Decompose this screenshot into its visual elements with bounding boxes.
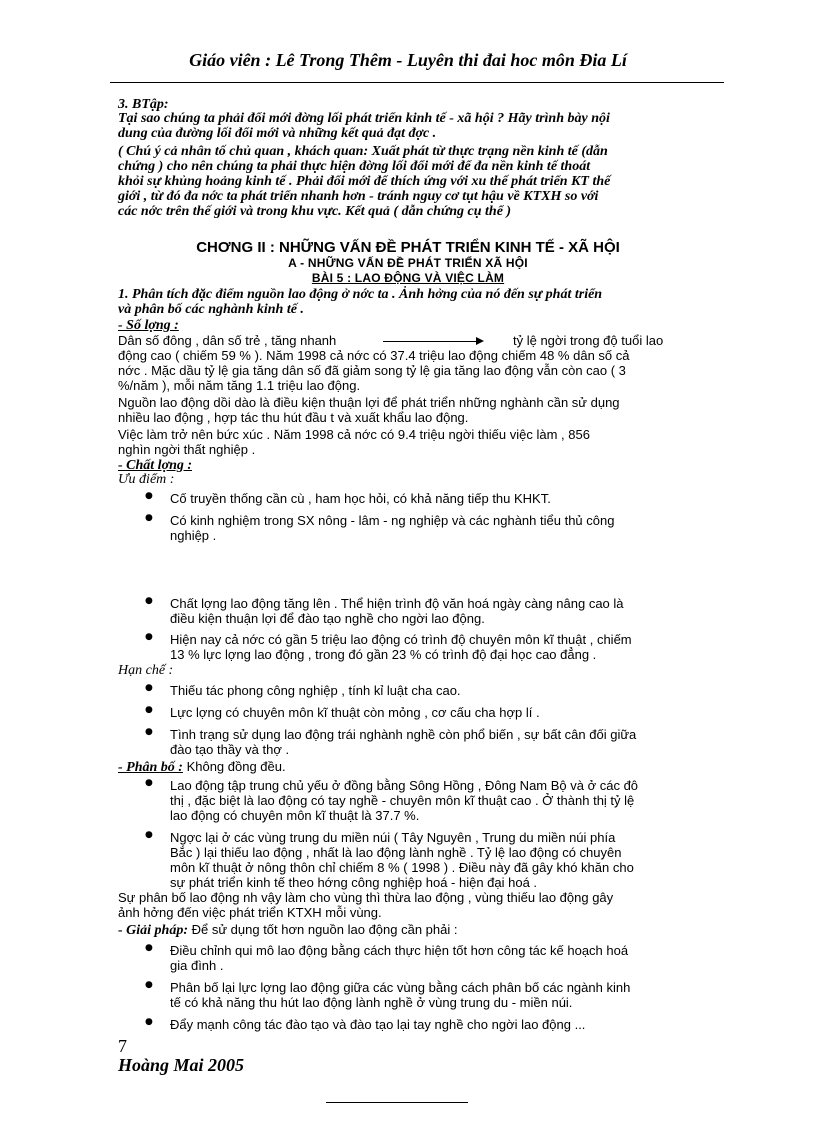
strength-item: nghiệp . [170, 528, 217, 543]
distribution-item: môn kĩ thuật ở nông thôn chỉ chiếm 8 % ( 1998 ) . Điều này đã gây khó khăn cho [170, 860, 634, 875]
strength-item: Cố truyền thống cần cù , ham học hỏi, có khả năng tiếp thu KHKT. [170, 491, 551, 506]
bullet-icon: ● [145, 683, 153, 693]
q1-line: 1. Phân tích đặc điểm nguồn lao động ở nớc ta . Ảnh hởng của nó đến sự phát triển [118, 287, 603, 302]
bullet-icon: ● [145, 1017, 153, 1027]
strength-item: Có kinh nghiệm trong SX nông - lâm - ng nghiệp và các nghành tiểu thủ công [170, 513, 615, 528]
bullet-icon: ● [145, 778, 153, 788]
bullet-icon: ● [145, 727, 153, 737]
limits-label: Hạn chế : [118, 663, 174, 678]
solutions-intro: Để sử dụng tốt hơn nguồn lao động cần phải : [188, 922, 458, 937]
solution-item: Đẩy mạnh công tác đào tạo và đào tạo lại tay nghề cho ngời lao động ... [170, 1017, 586, 1032]
exercise-hint-line: giới , từ đó đa nớc ta phát triển nhanh hơn - tránh nguy cơ tụt hậu về KTXH so với [118, 189, 599, 204]
bullet-icon: ● [145, 632, 153, 642]
solution-item: tế có khả năng thu hút lao động lành nghề ở vùng trung du - miền núi. [170, 995, 573, 1010]
quantity-line: nhiều lao động , hợp tác thu hút đầu t và xuất khẩu lao động. [118, 410, 469, 425]
bullet-icon: ● [145, 980, 153, 990]
lesson-title: BÀI 5 : LAO ĐỘNG VÀ VIỆC LÀM [311, 271, 505, 285]
strength-item: Chất lợng lao động tăng lên . Thể hiện trình độ văn hoá ngày càng nâng cao là [170, 596, 624, 611]
exercise-hint-line: ( Chú ý cả nhân tố chủ quan , khách quan: Xuất phát từ thực trạng nền kinh tế (dẫn [118, 144, 608, 159]
quantity-line: tỷ lệ ngời trong độ tuổi lao [513, 333, 664, 348]
exercise-question-line: Tại sao chúng ta phải đổi mới đờng lối phát triển kinh tế - xã hội ? Hãy trình bày nội [118, 111, 610, 126]
exercise-hint-line: chứng ) cho nên chúng ta phải thực hiện đờng lối đổi mới để đa nền kinh tế thoát [118, 159, 591, 174]
strength-item: điều kiện thuận lợi để đào tạo nghề cho ngời lao động. [170, 611, 485, 626]
bullet-icon: ● [145, 705, 153, 715]
distribution-conclusion: ảnh hởng đến việc phát triển KTXH mỗi vùng. [118, 905, 382, 920]
distribution-conclusion: Sự phân bố lao động nh vậy làm cho vùng thì thừa lao động , vùng thiếu lao động gây [118, 890, 614, 905]
distribution-item: thị , đặc biệt là lao động có tay nghề - chuyên môn kĩ thuật cao . Ở thành thị tỷ lệ [170, 793, 635, 808]
solution-item: Phân bố lại lực lợng lao động giữa các vùng bằng cách phân bố các ngành kinh [170, 980, 631, 995]
distribution-label: - Phân bố : [118, 760, 183, 775]
bullet-icon: ● [145, 830, 153, 840]
solutions-heading [118, 921, 457, 939]
arrow-line [383, 341, 477, 342]
exercise-heading: 3. BTập: [118, 97, 169, 112]
q1-line: và phân bố các nghành kinh tế . [118, 302, 304, 317]
exercise-hint-line: khỏi sự khủng hoảng kinh tế . Phải đổi mới để thích ứng với xu thế phát triển KT thế [118, 174, 611, 189]
quantity-label: - Số lợng : [118, 318, 179, 333]
bullet-icon: ● [145, 513, 153, 523]
quality-label: - Chất lợng : [118, 458, 193, 473]
solutions-label: - Giải pháp: [118, 923, 188, 938]
chapter-title: CHƠNG II : NHỮNG VẤN ĐỀ PHÁT TRIỂN KINH TẾ - XÃ HỘI [196, 239, 620, 256]
strength-item: 13 % lực lợng lao động , trong đó gần 23 % có trình độ đại học cao đẳng . [170, 647, 597, 662]
quantity-line: Dân số đông , dân số trẻ , tăng nhanh [118, 333, 337, 348]
footer-rule [326, 1102, 468, 1103]
distribution-item: Bắc ) lại thiếu lao động , nhất là lao động lành nghề . Tỷ lệ lao động có chuyên [170, 845, 622, 860]
bullet-icon: ● [145, 943, 153, 953]
quantity-line: nớc . Mặc dầu tỷ lệ gia tăng dân số đã giảm song tỷ lệ gia tăng lao động vẫn còn cao ( 3 [118, 363, 626, 378]
exercise-hint-line: các nớc trên thế giới và trong khu vực. Kết quả ( dẫn chứng cụ thể ) [118, 204, 512, 219]
limit-item: Thiếu tác phong công nghiệp , tính kỉ luật cha cao. [170, 683, 461, 698]
quantity-line: động cao ( chiếm 59 % ). Năm 1998 cả nớc có 37.4 triệu lao động chiếm 48 % dân số cả [118, 348, 630, 363]
exercise-question-line: dung của đường lối đổi mới và những kết quả đạt đợc . [118, 126, 437, 141]
chapter-part-title: A - NHỮNG VẤN ĐỀ PHÁT TRIỂN XÃ HỘI [288, 256, 528, 270]
page-number: 7 [118, 1036, 127, 1056]
quantity-line: Nguồn lao động dồi dào là điều kiện thuận lợi để phát triển những nghành cần sử dụng [118, 395, 620, 410]
page-header-title: Giáo viên : Lê Trong Thêm - Luyên thi đai hoc môn Đia Lí [189, 50, 627, 70]
bullet-icon: ● [145, 596, 153, 606]
arrow-right-icon [476, 337, 484, 345]
distribution-item: Ngợc lại ở các vùng trung du miền núi ( Tây Nguyên , Trung du miền núi phía [170, 830, 616, 845]
distribution-heading [118, 758, 286, 776]
solution-item: gia đình . [170, 958, 224, 973]
distribution-item: lao động có chuyên môn kĩ thuật là 37.7 %. [170, 808, 420, 823]
distribution-item: sự phát triển kinh tế theo hớng công nghiệp hoá - hiện đại hoá . [170, 875, 538, 890]
limit-item: Tình trạng sử dụng lao động trái nghành nghề còn phổ biến , sự bất cân đối giữa [170, 727, 637, 742]
header-rule [110, 82, 724, 83]
limit-item: đào tạo thầy và thợ . [170, 742, 290, 757]
distribution-item: Lao động tập trung chủ yếu ở đồng bằng Sông Hồng , Đông Nam Bộ và ở các đô [170, 778, 639, 793]
bullet-icon: ● [145, 491, 153, 501]
solution-item: Điều chỉnh qui mô lao động bằng cách thực hiện tốt hơn công tác kế hoạch hoá [170, 943, 629, 958]
quantity-line: %/năm ), mỗi năm tăng 1.1 triệu lao động. [118, 378, 361, 393]
strength-item: Hiện nay cả nớc có gần 5 triệu lao động có trình độ chuyên môn kĩ thuật , chiếm [170, 632, 632, 647]
strengths-label: Ưu điểm : [118, 472, 175, 487]
limit-item: Lực lợng có chuyên môn kĩ thuật còn mỏng , cơ cấu cha hợp lí . [170, 705, 540, 720]
quantity-line: nghìn ngời thất nghiệp . [118, 442, 256, 457]
distribution-summary: Không đồng đều. [182, 759, 286, 774]
footer-signature: Hoàng Mai 2005 [118, 1055, 245, 1075]
quantity-line: Việc làm trở nên bức xúc . Năm 1998 cả nớc có 9.4 triệu ngời thiếu việc làm , 856 [118, 427, 590, 442]
